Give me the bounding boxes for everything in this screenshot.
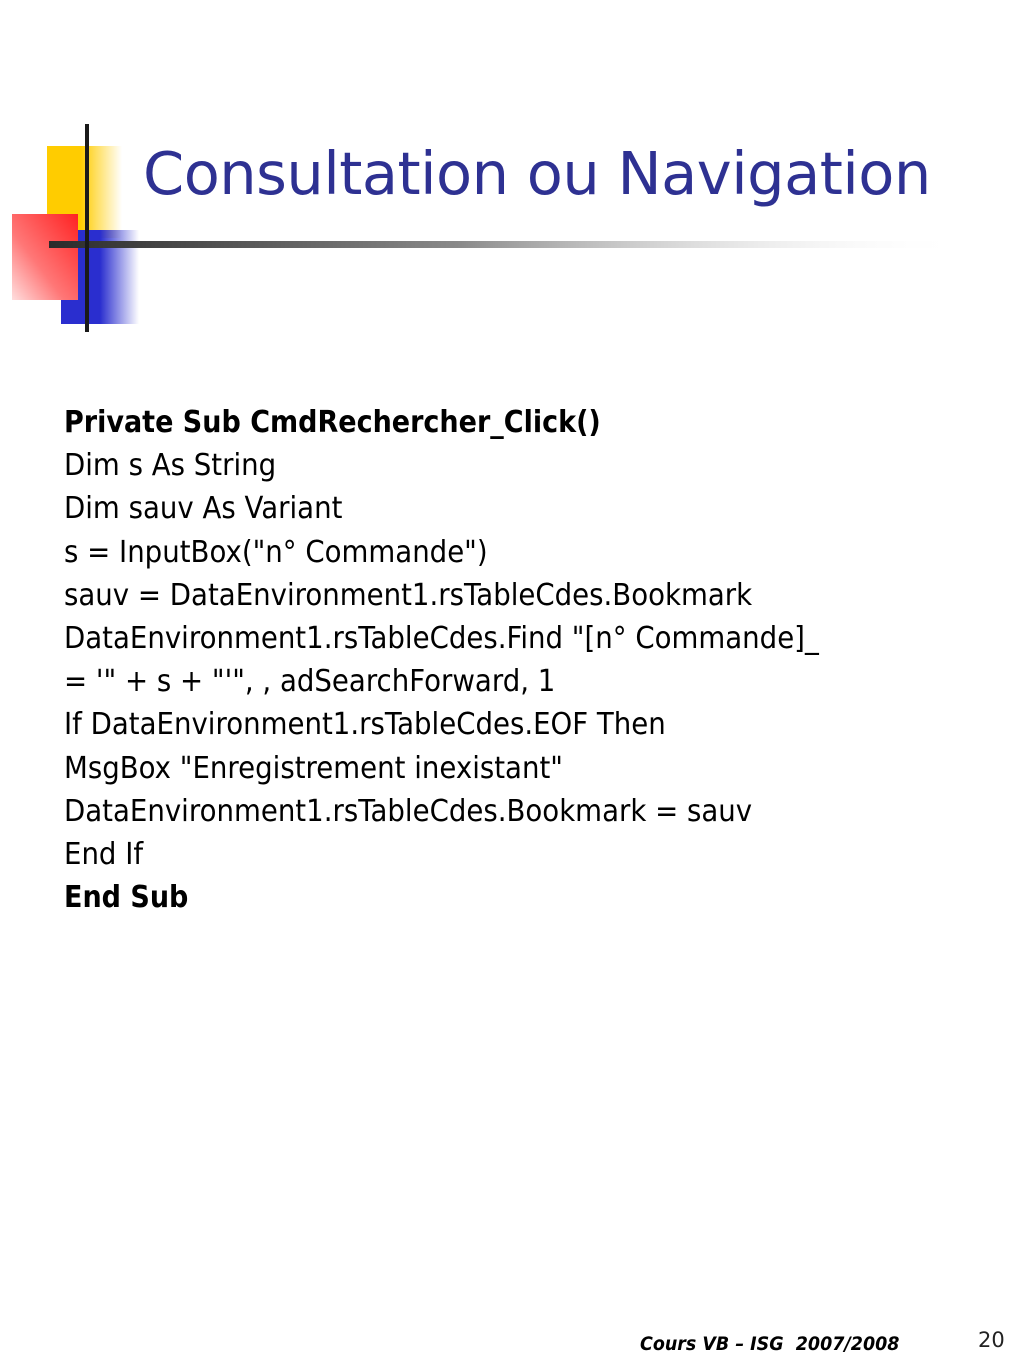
code-line: DataEnvironment1.rsTableCdes.Bookmark = sauv [64, 793, 753, 829]
code-line: = '" + s + "'", , adSearchForward, 1 [64, 664, 556, 700]
code-block [64, 401, 984, 919]
slide-footer: Cours VB – ISG 2007/2008 [640, 1333, 900, 1355]
code-line: Private Sub CmdRechercher_Click() [64, 405, 601, 440]
code-line: End Sub [64, 880, 189, 916]
code-line: s = InputBox("n° Commande") [64, 534, 488, 570]
code-line: End If [64, 837, 144, 873]
code-line: MsgBox "Enregistrement inexistant" [64, 750, 563, 786]
code-line: sauv = DataEnvironment1.rsTableCdes.Bookmark [64, 577, 753, 613]
code-line: If DataEnvironment1.rsTableCdes.EOF Then [64, 707, 666, 743]
horizontal-rule [49, 241, 964, 248]
code-line: Dim s As String [64, 448, 277, 484]
code-line: DataEnvironment1.rsTableCdes.Find "[n° Commande]_ [64, 621, 819, 657]
page-number: 20 [978, 1328, 1005, 1352]
slide-title: Consultation ou Navigation [143, 139, 931, 208]
vertical-rule [85, 124, 89, 332]
code-line: Dim sauv As Variant [64, 491, 343, 527]
red-square [12, 214, 78, 300]
